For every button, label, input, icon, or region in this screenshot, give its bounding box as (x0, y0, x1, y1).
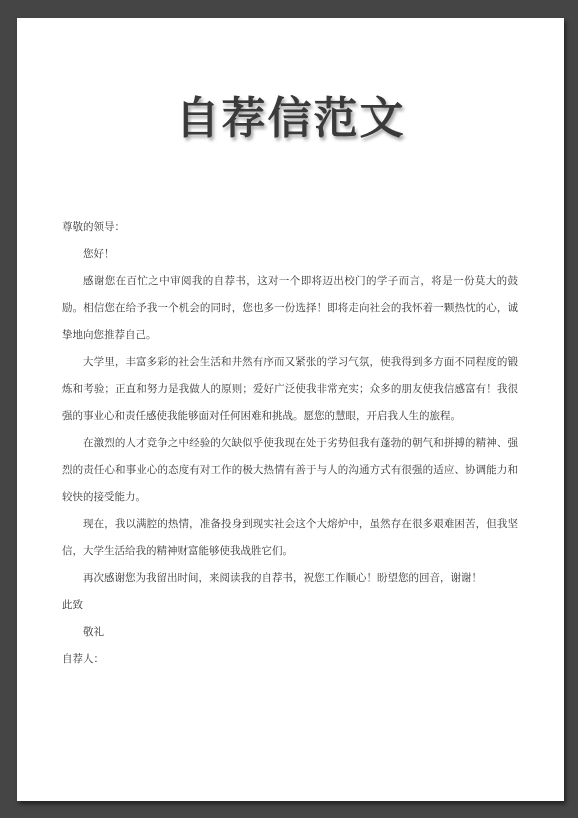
paragraph-4: 现在，我以满腔的热情，准备投身到现实社会这个大熔炉中，虽然存在很多艰难困苦，但我坚信，大学生活给我的精神财富能够使我战胜它们。 (62, 518, 518, 557)
paragraph-3: 在激烈的人才竞争之中经验的欠缺似乎使我现在处于劣势但我有蓬勃的朝气和拼搏的精神、强烈的责任心和事业心的态度有对工作的极大热情有善于与人的沟通方式有很强的适应、协调能力和较快的接受能力。 (62, 437, 518, 503)
paragraph-1: 感谢您在百忙之中审阅我的自荐书，这对一个即将迈出校门的学子而言，将是一份莫大的鼓励。相信您在给予我一个机会的同时，您也多一份选择！即将走向社会的我怀着一颗热忱的心，诚挚地向您推荐自己。 (62, 275, 518, 341)
document-page (17, 18, 564, 801)
closing-jing-li: 敬礼 (83, 626, 104, 638)
paragraph-5: 再次感谢您为我留出时间，来阅读我的自荐书，祝您工作顺心！盼望您的回音，谢谢！ (83, 572, 482, 584)
greeting: 您好！ (83, 248, 115, 260)
page-title: 自荐信范文 (175, 93, 406, 144)
paragraph-2: 大学里，丰富多彩的社会生活和井然有序而又紧张的学习气氛，使我得到多方面不同程度的锻炼和考验；正直和努力是我做人的原则；爱好广泛使我非常充实；众多的朋友使我信感富有！我很强的事业心和责任感使我能够面对任何困难和挑战。愿您的慧眼，开启我人生的旅程。 (62, 356, 518, 422)
signature-line: 自荐人： (62, 653, 104, 665)
closing-ci-zhi: 此致 (62, 599, 83, 611)
salutation: 尊敬的领导： (62, 221, 125, 233)
letter-body (62, 214, 518, 673)
